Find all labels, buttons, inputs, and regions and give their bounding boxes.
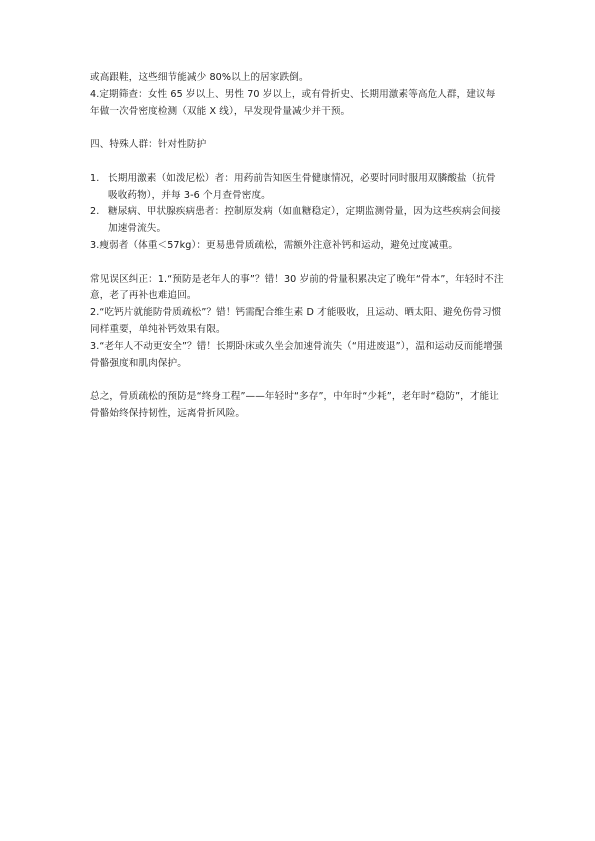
spacer [90, 154, 505, 171]
list-item-diabetes-thyroid [90, 204, 505, 238]
paragraph-regular-screening: 4.定期筛查：女性 65 岁以上、男性 70 岁以上，或有骨折史、长期用激素等高危人群，建议每年做一次骨密度检测（双能 X 线），早发现骨量减少并干预。 [90, 88, 496, 117]
spacer [90, 255, 505, 272]
spacer [90, 372, 505, 389]
list-item-text: 糖尿病、甲状腺疾病患者：控制原发病（如血糖稳定），定期监测骨量，因为这些疾病会间接加速骨流失。 [108, 206, 501, 235]
paragraph-conclusion: 总之，骨质疏松的预防是“终身工程”——年轻时“多存”，中年时“少耗”，老年时“稳防”，才能让骨骼始终保持韧性，远离骨折风险。 [90, 391, 499, 419]
paragraph-misconception-1: 常见误区纠正：1.“预防是老年人的事”？错！30 岁前的骨量积累决定了晚年“骨本”，年轻时不注意，老了再补也难追回。 [90, 273, 504, 302]
paragraph-fall-prevention-end: 或高跟鞋，这些细节能减少 80%以上的居家跌倒。 [90, 72, 309, 83]
paragraph-misconception-3: 3.“老年人不动更安全”？错！长期卧床或久坐会加速骨流失（“用进废退”），温和运动反而能增强骨骼强度和肌肉保护。 [90, 340, 503, 369]
list-item-underweight: 3.瘦弱者（体重＜57kg）：更易患骨质疏松，需额外注意补钙和运动，避免过度减重。 [90, 239, 459, 251]
spacer [90, 120, 505, 137]
document-body [90, 70, 505, 423]
paragraph-misconception-2: 2.“吃钙片就能防骨质疏松”？错！钙需配合维生素 D 才能吸收，且运动、晒太阳、避免伤骨习惯同样重要，单纯补钙效果有限。 [90, 307, 502, 335]
list-item-number: 2. [90, 206, 100, 218]
section-heading-special-groups: 四、特殊人群：针对性防护 [90, 139, 207, 151]
list-item-number: 1. [90, 172, 100, 184]
list-item-steroid-users [90, 171, 505, 205]
list-item-text: 长期用激素（如泼尼松）者：用药前告知医生骨健康情况，必要时同时服用双膦酸盐（抗骨吸收药物），并每 3-6 个月查骨密度。 [108, 172, 496, 201]
